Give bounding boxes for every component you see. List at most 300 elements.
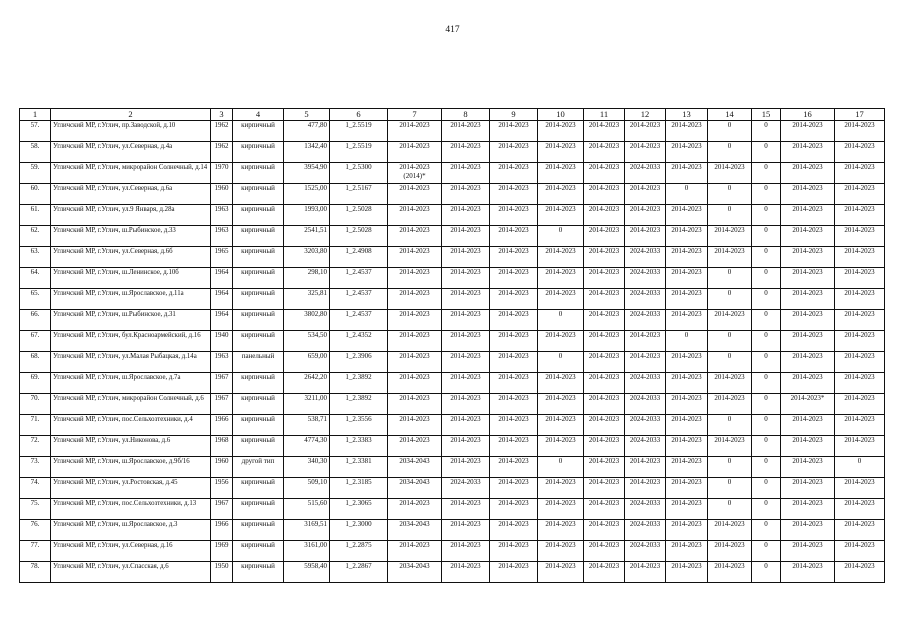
table-row bbox=[20, 541, 885, 562]
table-cell: 2014-2023 bbox=[490, 247, 538, 268]
table-cell: Угличский МР, г.Углич, ш.Ярославское, д.9б/16 bbox=[51, 457, 211, 478]
table-cell: 2014-2023 bbox=[584, 268, 625, 289]
table-cell: 2014-2023 bbox=[708, 310, 752, 331]
table-row bbox=[20, 184, 885, 205]
table-row bbox=[20, 499, 885, 520]
table-cell: 1967 bbox=[211, 394, 233, 415]
table-cell: 2014-2023 bbox=[442, 142, 490, 163]
table-cell: 2014-2023 (2014)* bbox=[388, 163, 442, 184]
table-cell: 2014-2023 bbox=[388, 142, 442, 163]
table-cell: 1_2.4908 bbox=[330, 247, 388, 268]
table-cell: 2014-2023 bbox=[708, 541, 752, 562]
table-cell: кирпичный bbox=[233, 520, 284, 541]
table-cell: 2014-2023 bbox=[442, 520, 490, 541]
table-cell: 2014-2023 bbox=[442, 394, 490, 415]
table-cell: 2014-2023 bbox=[835, 541, 885, 562]
table-cell: Угличский МР, г.Углич, микрорайон Солнечный, д.14 bbox=[51, 163, 211, 184]
table-cell: 1342,40 bbox=[284, 142, 330, 163]
table-cell: 2014-2023 bbox=[490, 142, 538, 163]
table-cell: 2014-2023 bbox=[538, 142, 584, 163]
table-cell: 0 bbox=[708, 289, 752, 310]
table-cell: 2014-2023 bbox=[538, 247, 584, 268]
table-cell: 2014-2023 bbox=[442, 457, 490, 478]
table-cell: 2014-2023 bbox=[584, 499, 625, 520]
table-cell: 62. bbox=[20, 226, 51, 247]
table-cell: 1_2.3185 bbox=[330, 478, 388, 499]
table-cell: 2014-2023 bbox=[708, 247, 752, 268]
table-cell: 0 bbox=[752, 121, 781, 142]
table-cell: 2014-2023 bbox=[490, 520, 538, 541]
table-cell: 2014-2023 bbox=[781, 226, 835, 247]
table-cell: 325,81 bbox=[284, 289, 330, 310]
table-cell: 1_2.3906 bbox=[330, 352, 388, 373]
table-cell: 2014-2023 bbox=[666, 205, 708, 226]
table-cell: 2014-2023 bbox=[538, 520, 584, 541]
table-cell: 76. bbox=[20, 520, 51, 541]
table-cell: 2014-2023 bbox=[835, 247, 885, 268]
table-row bbox=[20, 205, 885, 226]
column-number-cell: 8 bbox=[442, 109, 490, 121]
table-cell: 2642,20 bbox=[284, 373, 330, 394]
table-cell: 0 bbox=[538, 352, 584, 373]
table-cell: 2024-2033 bbox=[625, 310, 666, 331]
table-cell: 2014-2023 bbox=[781, 415, 835, 436]
table-cell: 2014-2023 bbox=[625, 184, 666, 205]
table-cell: 1964 bbox=[211, 289, 233, 310]
table-cell: Угличский МР, г.Углич, ш.Рыбинское, д.33 bbox=[51, 226, 211, 247]
table-cell: Угличский МР, г.Углич, ул.Северная, д.16 bbox=[51, 541, 211, 562]
table-cell: 477,80 bbox=[284, 121, 330, 142]
table-cell: кирпичный bbox=[233, 331, 284, 352]
table-cell: 3954,90 bbox=[284, 163, 330, 184]
column-number-cell: 10 bbox=[538, 109, 584, 121]
table-cell: 2014-2023 bbox=[442, 373, 490, 394]
table-cell: 1_2.2875 bbox=[330, 541, 388, 562]
table-cell: 2014-2023 bbox=[835, 163, 885, 184]
table-cell: 4774,30 bbox=[284, 436, 330, 457]
table-cell: 2014-2023 bbox=[666, 436, 708, 457]
table-cell: 58. bbox=[20, 142, 51, 163]
table-cell: Угличский МР, г.Углич, ул.Северная, д.4а bbox=[51, 142, 211, 163]
table-cell: Угличский МР, г.Углич, ул.Северная, д.6б bbox=[51, 247, 211, 268]
table-cell: 2014-2023 bbox=[538, 499, 584, 520]
table-cell: 509,10 bbox=[284, 478, 330, 499]
table-cell: 2024-2033 bbox=[625, 415, 666, 436]
table-cell: 3802,80 bbox=[284, 310, 330, 331]
table-cell: Угличский МР, г.Углич, ул.Ростовская, д.45 bbox=[51, 478, 211, 499]
table-cell: 1_2.5028 bbox=[330, 226, 388, 247]
table-cell: 2014-2023 bbox=[666, 121, 708, 142]
table-cell: Угличский МР, г.Углич, бул.Красноармейский, д.16 bbox=[51, 331, 211, 352]
table-cell: 2014-2023 bbox=[388, 289, 442, 310]
table-cell: 2014-2023 bbox=[584, 331, 625, 352]
table-cell: 2014-2023 bbox=[490, 310, 538, 331]
table-cell: 2014-2023 bbox=[584, 352, 625, 373]
table-cell: 2014-2023 bbox=[625, 562, 666, 583]
table-row bbox=[20, 520, 885, 541]
table-cell: 0 bbox=[752, 331, 781, 352]
table-cell: 2034-2043 bbox=[388, 457, 442, 478]
table-cell: 0 bbox=[752, 142, 781, 163]
table-cell: 2014-2023 bbox=[490, 394, 538, 415]
table-cell: 2014-2023 bbox=[666, 142, 708, 163]
table-cell: 0 bbox=[752, 226, 781, 247]
table-cell: кирпичный bbox=[233, 205, 284, 226]
table-cell: 2014-2023 bbox=[835, 289, 885, 310]
table-cell: 2014-2023 bbox=[538, 268, 584, 289]
table-cell: 2014-2023 bbox=[666, 268, 708, 289]
table-cell: 2014-2023 bbox=[781, 373, 835, 394]
table-cell: кирпичный bbox=[233, 310, 284, 331]
table-cell: 2014-2023 bbox=[442, 226, 490, 247]
table-cell: 0 bbox=[708, 478, 752, 499]
table-cell: 2014-2023 bbox=[666, 499, 708, 520]
table-cell: 2014-2023 bbox=[584, 436, 625, 457]
table-cell: 1968 bbox=[211, 436, 233, 457]
table-cell: 2014-2023 bbox=[781, 268, 835, 289]
table-cell: 2014-2023 bbox=[666, 394, 708, 415]
table-cell: 1963 bbox=[211, 352, 233, 373]
table-cell: 2014-2023 bbox=[388, 331, 442, 352]
table-cell: панельный bbox=[233, 352, 284, 373]
column-number-cell: 11 bbox=[584, 109, 625, 121]
table-cell: кирпичный bbox=[233, 373, 284, 394]
table-cell: 1_2.5519 bbox=[330, 142, 388, 163]
table-cell: 2014-2023 bbox=[490, 373, 538, 394]
table-cell: 2014-2023 bbox=[490, 331, 538, 352]
table-cell: 2014-2023 bbox=[388, 205, 442, 226]
table-cell: 2014-2023 bbox=[442, 499, 490, 520]
table-cell: 2014-2023 bbox=[538, 436, 584, 457]
table-cell: 1_2.4537 bbox=[330, 310, 388, 331]
table-cell: 659,00 bbox=[284, 352, 330, 373]
table-cell: 2014-2023 bbox=[781, 499, 835, 520]
table-cell: 2014-2023 bbox=[781, 310, 835, 331]
table-cell: 2014-2023 bbox=[490, 226, 538, 247]
table-row bbox=[20, 394, 885, 415]
table-row bbox=[20, 121, 885, 142]
table-cell: 0 bbox=[666, 331, 708, 352]
table-cell: Угличский МР, г.Углич, ул.9 Января, д.28а bbox=[51, 205, 211, 226]
table-cell: 2034-2043 bbox=[388, 478, 442, 499]
table-cell: 2014-2023 bbox=[666, 478, 708, 499]
table-cell: 2024-2033 bbox=[625, 499, 666, 520]
table-cell: 2014-2023 bbox=[442, 541, 490, 562]
table-cell: 74. bbox=[20, 478, 51, 499]
table-cell: 2014-2023 bbox=[584, 478, 625, 499]
table-cell: 2014-2023 bbox=[666, 457, 708, 478]
table-cell: 2014-2023 bbox=[708, 394, 752, 415]
column-number-cell: 2 bbox=[51, 109, 211, 121]
table-cell: 2014-2023 bbox=[835, 436, 885, 457]
table-cell: 0 bbox=[752, 205, 781, 226]
table-cell: 534,50 bbox=[284, 331, 330, 352]
table-cell: 2024-2033 bbox=[625, 373, 666, 394]
table-cell: 2014-2023 bbox=[388, 373, 442, 394]
table-cell: 2014-2023 bbox=[538, 415, 584, 436]
table-cell: 2014-2023 bbox=[388, 247, 442, 268]
table-cell: 2014-2023 bbox=[584, 184, 625, 205]
table-cell: 1966 bbox=[211, 520, 233, 541]
table-cell: 2014-2023 bbox=[781, 142, 835, 163]
table-cell: 2014-2023 bbox=[584, 541, 625, 562]
table-cell: 2014-2023 bbox=[625, 457, 666, 478]
table-cell: Угличский МР, г.Углич, ул.Малая Рыбацкая, д.14а bbox=[51, 352, 211, 373]
table-cell: 2014-2023 bbox=[835, 331, 885, 352]
table-cell: 78. bbox=[20, 562, 51, 583]
table-cell: 2014-2023 bbox=[781, 163, 835, 184]
table-cell: 66. bbox=[20, 310, 51, 331]
table-cell: 0 bbox=[708, 457, 752, 478]
table-row bbox=[20, 226, 885, 247]
table-cell: 2014-2023 bbox=[584, 520, 625, 541]
table-cell: кирпичный bbox=[233, 163, 284, 184]
table-cell: 2014-2023 bbox=[538, 184, 584, 205]
column-number-cell: 7 bbox=[388, 109, 442, 121]
table-cell: 1_2.3383 bbox=[330, 436, 388, 457]
table-cell: Угличский МР, г.Углич, ул.Спасская, д.6 bbox=[51, 562, 211, 583]
table-cell: 2014-2023 bbox=[490, 478, 538, 499]
table-cell: 2014-2023 bbox=[708, 520, 752, 541]
table-cell: Угличский МР, г.Углич, ш.Ленинское, д.10б bbox=[51, 268, 211, 289]
table-cell: кирпичный bbox=[233, 415, 284, 436]
table-cell: Угличский МР, г.Углич, микрорайон Солнечный, д.6 bbox=[51, 394, 211, 415]
table-cell: кирпичный bbox=[233, 478, 284, 499]
table-cell: 2014-2023 bbox=[442, 436, 490, 457]
table-cell: 2014-2023 bbox=[584, 457, 625, 478]
table-cell: 0 bbox=[752, 478, 781, 499]
table-cell: 2014-2023 bbox=[835, 352, 885, 373]
table-body bbox=[20, 109, 885, 583]
table-cell: 2024-2033 bbox=[442, 478, 490, 499]
table-cell: 2014-2023 bbox=[388, 499, 442, 520]
table-cell: 2014-2023 bbox=[490, 268, 538, 289]
table-cell: 2014-2023 bbox=[538, 541, 584, 562]
table-cell: 1940 bbox=[211, 331, 233, 352]
table-cell: 0 bbox=[708, 121, 752, 142]
table-cell: 2014-2023 bbox=[538, 562, 584, 583]
table-cell: 1962 bbox=[211, 142, 233, 163]
table-cell: 2024-2033 bbox=[625, 436, 666, 457]
table-cell: 1956 bbox=[211, 478, 233, 499]
column-number-cell: 17 bbox=[835, 109, 885, 121]
table-cell: 0 bbox=[752, 541, 781, 562]
table-cell: 1964 bbox=[211, 268, 233, 289]
table-cell: 68. bbox=[20, 352, 51, 373]
table-cell: 1963 bbox=[211, 226, 233, 247]
table-cell: 2014-2023 bbox=[388, 541, 442, 562]
table-cell: Угличский МР, г.Углич, ш.Ярославское, д.3 bbox=[51, 520, 211, 541]
table-cell: 77. bbox=[20, 541, 51, 562]
table-cell: 2014-2023 bbox=[835, 478, 885, 499]
table-cell: 0 bbox=[752, 520, 781, 541]
table-cell: 2014-2023 bbox=[538, 394, 584, 415]
table-cell: 5958,40 bbox=[284, 562, 330, 583]
table-cell: 2014-2023 bbox=[835, 184, 885, 205]
table-cell: 70. bbox=[20, 394, 51, 415]
table-cell: 1966 bbox=[211, 415, 233, 436]
table-cell: 3161,00 bbox=[284, 541, 330, 562]
table-cell: 1970 bbox=[211, 163, 233, 184]
table-cell: 2014-2023 bbox=[835, 310, 885, 331]
table-cell: 0 bbox=[708, 415, 752, 436]
table-cell: 61. bbox=[20, 205, 51, 226]
table-cell: 1_2.3892 bbox=[330, 373, 388, 394]
table-cell: 2014-2023 bbox=[781, 289, 835, 310]
table-cell: 2014-2023 bbox=[666, 373, 708, 394]
column-number-cell: 9 bbox=[490, 109, 538, 121]
table-row bbox=[20, 247, 885, 268]
table-cell: 0 bbox=[708, 499, 752, 520]
table-cell: 1_2.5300 bbox=[330, 163, 388, 184]
table-cell: 0 bbox=[752, 373, 781, 394]
table-cell: 1960 bbox=[211, 457, 233, 478]
housing-registry-table bbox=[19, 108, 885, 583]
table-cell: 2014-2023 bbox=[388, 184, 442, 205]
table-cell: 2014-2023 bbox=[442, 415, 490, 436]
table-cell: 2014-2023 bbox=[388, 415, 442, 436]
table-cell: 2014-2023 bbox=[625, 352, 666, 373]
table-cell: 3203,80 bbox=[284, 247, 330, 268]
table-cell: 0 bbox=[752, 163, 781, 184]
table-cell: 75. bbox=[20, 499, 51, 520]
table-cell: 2014-2023 bbox=[490, 352, 538, 373]
table-cell: кирпичный bbox=[233, 562, 284, 583]
table-cell: 2014-2023 bbox=[835, 121, 885, 142]
table-cell: 63. bbox=[20, 247, 51, 268]
table-cell: 2014-2023 bbox=[584, 247, 625, 268]
table-cell: 1965 bbox=[211, 247, 233, 268]
table-cell: 2024-2033 bbox=[625, 163, 666, 184]
column-number-cell: 5 bbox=[284, 109, 330, 121]
table-cell: 2014-2023 bbox=[666, 163, 708, 184]
table-cell: 1_2.4537 bbox=[330, 268, 388, 289]
table-cell: 0 bbox=[752, 499, 781, 520]
table-cell: 2014-2023 bbox=[781, 121, 835, 142]
table-cell: 2014-2023 bbox=[835, 499, 885, 520]
table-cell: кирпичный bbox=[233, 247, 284, 268]
table-cell: 2014-2023 bbox=[442, 268, 490, 289]
table-cell: 2014-2023 bbox=[442, 205, 490, 226]
table-cell: 1963 bbox=[211, 205, 233, 226]
column-number-cell: 3 bbox=[211, 109, 233, 121]
table-cell: Угличский МР, г.Углич, ш.Рыбинское, д.31 bbox=[51, 310, 211, 331]
table-cell: 2014-2023 bbox=[625, 121, 666, 142]
table-cell: 2014-2023 bbox=[584, 142, 625, 163]
table-row bbox=[20, 163, 885, 184]
table-cell: 2014-2023 bbox=[388, 121, 442, 142]
table-cell: 2014-2023 bbox=[584, 163, 625, 184]
table-cell: 2014-2023 bbox=[538, 478, 584, 499]
table-cell: 2014-2023 bbox=[781, 562, 835, 583]
table-cell: 65. bbox=[20, 289, 51, 310]
table-cell: 2014-2023 bbox=[835, 205, 885, 226]
table-cell: 1964 bbox=[211, 310, 233, 331]
table-cell: 2014-2023 bbox=[442, 163, 490, 184]
table-cell: 60. bbox=[20, 184, 51, 205]
table-cell: 0 bbox=[752, 457, 781, 478]
table-cell: 2014-2023 bbox=[584, 394, 625, 415]
table-cell: 1960 bbox=[211, 184, 233, 205]
table-cell: 73. bbox=[20, 457, 51, 478]
table-cell: 2014-2023 bbox=[666, 415, 708, 436]
table-cell: 0 bbox=[752, 184, 781, 205]
table-cell: 69. bbox=[20, 373, 51, 394]
table-cell: другой тип bbox=[233, 457, 284, 478]
table-cell: 0 bbox=[835, 457, 885, 478]
table-cell: 2014-2023 bbox=[666, 289, 708, 310]
table-cell: 2014-2023 bbox=[388, 226, 442, 247]
table-cell: 0 bbox=[708, 268, 752, 289]
table-cell: 2014-2023 bbox=[835, 142, 885, 163]
table-cell: 1_2.3065 bbox=[330, 499, 388, 520]
table-cell: 2014-2023 bbox=[835, 394, 885, 415]
table-cell: 2024-2033 bbox=[625, 289, 666, 310]
table-cell: 2014-2023 bbox=[835, 520, 885, 541]
table-row bbox=[20, 373, 885, 394]
table-cell: 0 bbox=[708, 331, 752, 352]
table-cell: 2014-2023 bbox=[666, 541, 708, 562]
table-cell: 1_2.3556 bbox=[330, 415, 388, 436]
table-cell: 2014-2023 bbox=[781, 247, 835, 268]
table-cell: 2014-2023 bbox=[490, 163, 538, 184]
table-cell: 1_2.3000 bbox=[330, 520, 388, 541]
table-cell: 2014-2023 bbox=[835, 562, 885, 583]
table-cell: кирпичный bbox=[233, 394, 284, 415]
table-cell: 2014-2023 bbox=[442, 331, 490, 352]
table-cell: 2014-2023 bbox=[538, 373, 584, 394]
table-cell: 2541,51 bbox=[284, 226, 330, 247]
table-cell: 2014-2023 bbox=[538, 163, 584, 184]
table-cell: кирпичный bbox=[233, 226, 284, 247]
table-cell: 2014-2023 bbox=[625, 226, 666, 247]
table-row bbox=[20, 478, 885, 499]
table-row bbox=[20, 142, 885, 163]
table-row bbox=[20, 310, 885, 331]
table-cell: 1_2.5519 bbox=[330, 121, 388, 142]
table-cell: 1969 bbox=[211, 541, 233, 562]
table-cell: кирпичный bbox=[233, 436, 284, 457]
table-cell: 2014-2023* bbox=[781, 394, 835, 415]
table-cell: кирпичный bbox=[233, 289, 284, 310]
table-cell: 1_2.5028 bbox=[330, 205, 388, 226]
table-cell: Угличский МР, г.Углич, ш.Ярославское, д.7а bbox=[51, 373, 211, 394]
table-cell: 0 bbox=[752, 352, 781, 373]
table-cell: 2014-2023 bbox=[781, 331, 835, 352]
table-cell: 2014-2023 bbox=[781, 352, 835, 373]
table-cell: 2014-2023 bbox=[708, 436, 752, 457]
table-row bbox=[20, 562, 885, 583]
table-cell: 2014-2023 bbox=[538, 205, 584, 226]
table-cell: 2024-2033 bbox=[625, 394, 666, 415]
table-cell: 2014-2023 bbox=[781, 184, 835, 205]
table-cell: 1_2.3381 bbox=[330, 457, 388, 478]
table-cell: 2014-2023 bbox=[584, 226, 625, 247]
table-cell: 0 bbox=[538, 457, 584, 478]
table-cell: 2014-2023 bbox=[835, 373, 885, 394]
table-cell: 2014-2023 bbox=[388, 268, 442, 289]
column-number-cell: 13 bbox=[666, 109, 708, 121]
table-cell: 538,71 bbox=[284, 415, 330, 436]
table-cell: 1967 bbox=[211, 373, 233, 394]
column-number-cell: 6 bbox=[330, 109, 388, 121]
table-cell: 2014-2023 bbox=[781, 436, 835, 457]
table-row bbox=[20, 352, 885, 373]
table-cell: 0 bbox=[666, 184, 708, 205]
table-cell: 2014-2023 bbox=[490, 562, 538, 583]
table-cell: 3211,00 bbox=[284, 394, 330, 415]
table-cell: 0 bbox=[752, 394, 781, 415]
